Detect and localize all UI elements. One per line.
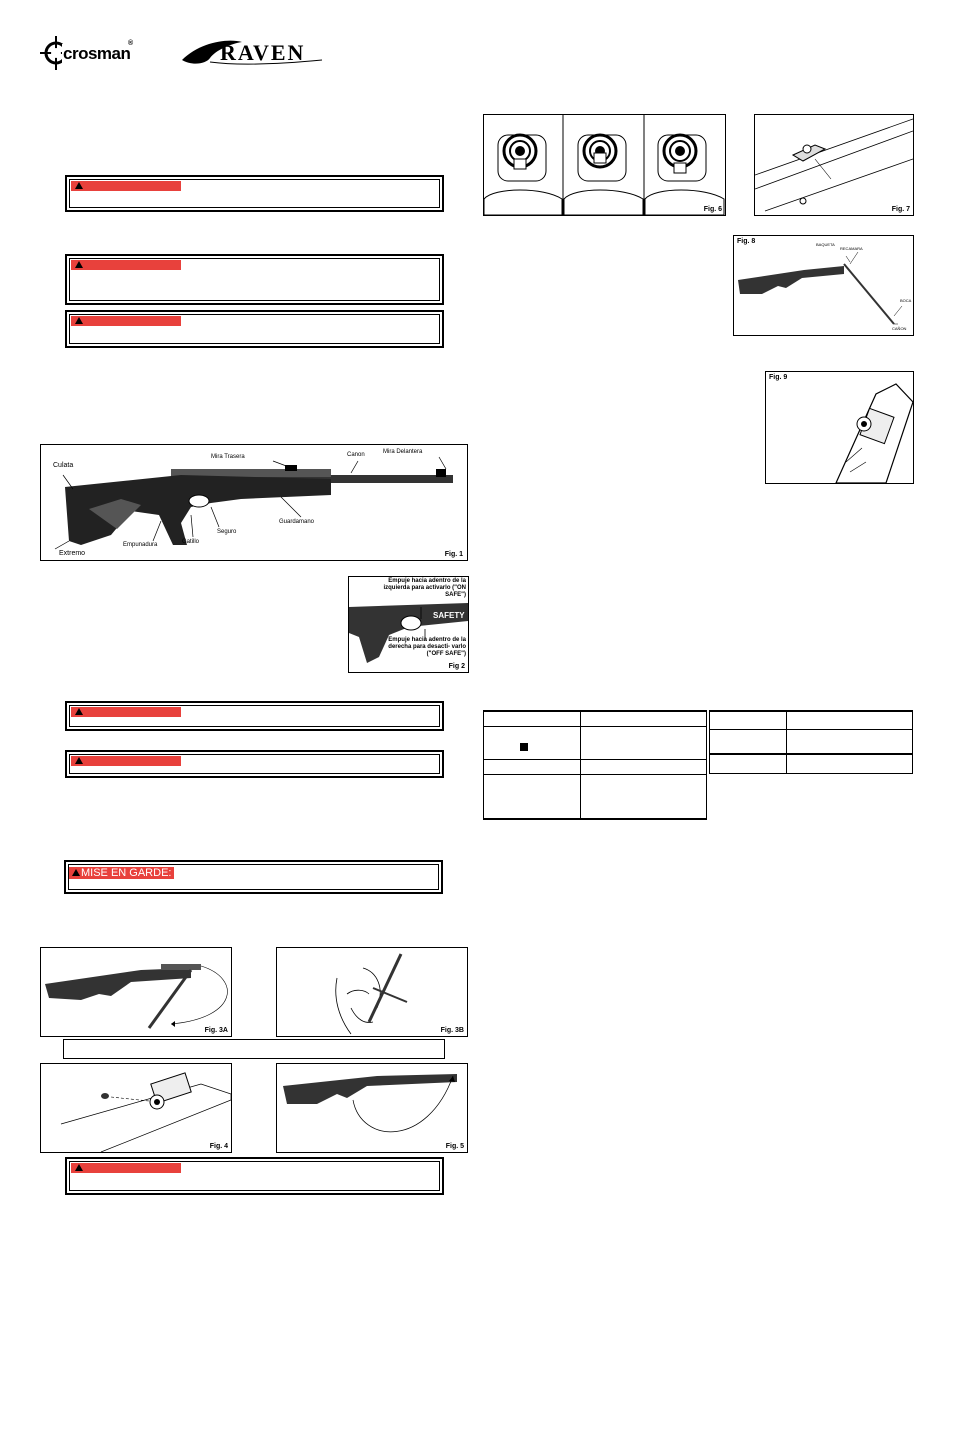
- warning-label: [71, 756, 181, 766]
- warning-box-3: [65, 310, 444, 348]
- part-label-empunadura: Empunadura: [123, 542, 158, 548]
- warning-triangle-icon: [75, 757, 83, 764]
- figure-label: Fig. 5: [445, 1143, 464, 1150]
- off-safe-instruction: Empuje hacia adentro de la derecha para desacti- varlo ("OFF SAFE"): [388, 637, 466, 657]
- figure-label: Fig. 8: [737, 238, 756, 245]
- warning-label: [71, 707, 181, 717]
- safety-label: SAFETY: [433, 611, 465, 620]
- warning-triangle-icon: [75, 261, 83, 268]
- part-label-mira-trasera: Mira Trasera: [211, 454, 245, 460]
- troubleshooting-table-right: [709, 710, 913, 774]
- sight-alignment-diagram: [484, 115, 725, 215]
- figure-6-sight-pictures: [483, 114, 726, 216]
- figure-label: Fig 2: [448, 663, 465, 670]
- square-icon: [520, 743, 528, 751]
- sight-picture-1: [484, 135, 562, 215]
- figure-7: [754, 114, 914, 216]
- part-label-extremo: Extremo: [59, 550, 86, 557]
- figure-label: Fig. 6: [703, 206, 722, 213]
- warning-box-4: [65, 701, 444, 731]
- mise-en-garde-label: [69, 867, 174, 879]
- on-safe-instruction: Empuje hacia adentro de la izquierda para activarlo ("ON SAFE"): [383, 578, 466, 598]
- crosman-wordmark: crosman: [63, 44, 131, 63]
- figure-3-caption-box: [63, 1039, 445, 1059]
- figure-label: Fig. 9: [769, 374, 788, 381]
- cocking-person-diagram: [277, 948, 467, 1036]
- warning-triangle-icon: [75, 317, 83, 324]
- part-label-canon: Canon: [347, 452, 365, 458]
- warning-triangle-icon: [72, 869, 80, 876]
- rifle-break-diagram: [41, 948, 231, 1036]
- pellet-loading-diagram: [41, 1064, 231, 1152]
- figure-8-cleaning: [733, 235, 914, 336]
- figure-label: Fig. 4: [209, 1143, 228, 1150]
- raven-logo: [180, 36, 325, 70]
- cleaning-rod-diagram: [734, 236, 913, 335]
- figure-4: [40, 1063, 232, 1153]
- warning-label: [71, 181, 181, 191]
- part-label-baqueta: BAQUETA: [816, 242, 835, 247]
- part-label-culata: Culata: [53, 462, 74, 469]
- figure-label: Fig. 3A: [204, 1027, 228, 1034]
- part-label-gatillo: Gatillo: [182, 539, 200, 545]
- troubleshooting-table-left: [483, 710, 707, 820]
- figure-3a: [40, 947, 232, 1037]
- part-label-canon: CAÑON: [892, 326, 907, 331]
- warning-box-2: [65, 254, 444, 305]
- figure-3b: [276, 947, 468, 1037]
- warning-label: [71, 316, 181, 326]
- warning-label: [71, 1163, 181, 1173]
- figure-1-rifle-parts: [40, 444, 468, 561]
- warning-label: [71, 260, 181, 270]
- warning-box-5: [65, 750, 444, 778]
- warning-triangle-icon: [75, 708, 83, 715]
- figure-9: [765, 371, 914, 484]
- warning-box-6: [65, 1157, 444, 1195]
- registered-mark: ®: [128, 40, 134, 47]
- crosman-logo: [40, 36, 145, 70]
- warning-triangle-icon: [75, 182, 83, 189]
- part-label-mira-delantera: Mira Delantera: [383, 449, 423, 455]
- warning-box-1: [65, 175, 444, 212]
- breech-seal-diagram: [766, 372, 913, 483]
- sight-picture-2: [564, 135, 643, 215]
- part-label-recamara: RECAMARA: [840, 246, 863, 251]
- figure-label: Fig. 7: [891, 206, 910, 213]
- warning-triangle-icon: [75, 1164, 83, 1171]
- mise-en-garde-box: [64, 860, 443, 894]
- figure-label: Fig. 3B: [440, 1027, 464, 1034]
- sight-picture-3: [645, 135, 724, 215]
- part-label-boca: BOCA: [900, 298, 912, 303]
- rifle-close-diagram: [277, 1064, 467, 1152]
- figure-5: [276, 1063, 468, 1153]
- rifle-diagram: [41, 445, 467, 560]
- raven-wordmark: RAVEN: [220, 40, 306, 65]
- figure-2-safety: [348, 576, 469, 673]
- front-sight-diagram: [755, 115, 913, 215]
- figure-label: Fig. 1: [444, 551, 463, 558]
- part-label-seguro: Seguro: [217, 529, 237, 535]
- part-label-guardamano: Guardamano: [279, 519, 315, 525]
- mise-en-garde-text: MISE EN GARDE:: [81, 867, 172, 879]
